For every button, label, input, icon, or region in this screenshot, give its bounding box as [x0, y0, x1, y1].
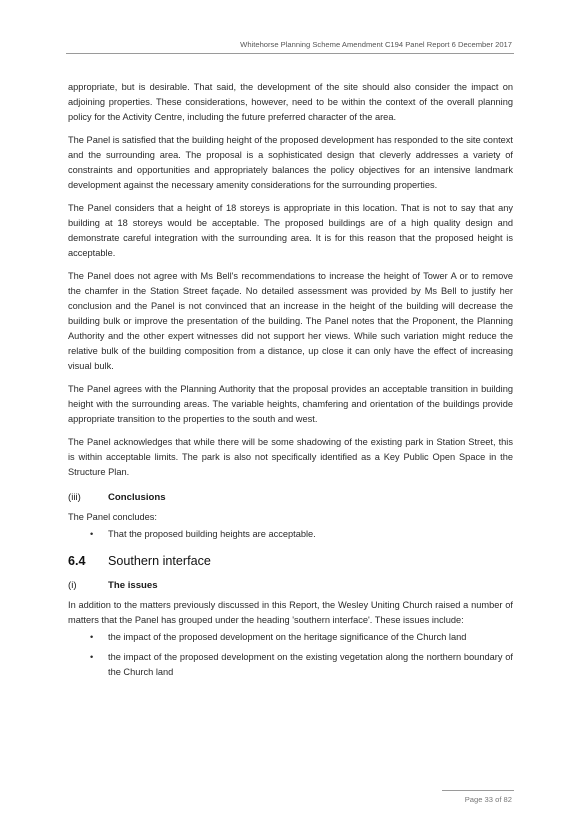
section-heading — [68, 552, 513, 570]
list-item — [68, 650, 513, 680]
header-rule — [66, 53, 514, 54]
body-paragraph: The Panel is satisfied that the building height of the proposed development has responded to the site context and the surrounding area. The proposal is a sophisticated design that cleverly addresses a variety of constraints and opportunities and appropriately balances the policy objectives for an intensive landmark development against the necessary amenity considerations for the surrounding properties. — [68, 135, 513, 190]
issues-heading — [68, 578, 513, 593]
page-content — [68, 80, 513, 685]
list-item-text: the impact of the proposed development on the heritage significance of the Church land — [108, 632, 467, 642]
list-item-text: That the proposed building heights are acceptable. — [108, 529, 316, 539]
heading-title: Conclusions — [108, 492, 166, 503]
issues-intro: In addition to the matters previously discussed in this Report, the Wesley Uniting Church raised a number of matters that the Panel has grouped under the heading 'southern interface'. These issues include: — [68, 600, 513, 625]
section-number: 6.4 — [68, 554, 86, 568]
list-item — [68, 630, 513, 645]
footer-rule — [442, 790, 514, 791]
conclusions-heading — [68, 490, 513, 505]
heading-number: (i) — [68, 580, 77, 591]
body-paragraph: The Panel does not agree with Ms Bell's recommendations to increase the height of Tower A or to remove the chamfer in the Station Street façade. No detailed assessment was provided by Ms Bell to justify her conclusion and the Panel is not convinced that an increase in the height of the building will decrease the building bulk or improve the presentation of the building. The Panel notes that the Proponent, the Planning Authority and the other expert witnesses did not support her views. While such variation might reduce the relative bulk of the building composition from a distance, up close it can only have the effect of increasing visual bulk. — [68, 271, 513, 371]
body-paragraph: appropriate, but is desirable. That said, the development of the site should also consider the impact on adjoining properties. These considerations, however, need to be within the context of the overall planning policy for the Activity Centre, including the future preferred character of the area. — [68, 82, 513, 122]
bullet-icon: • — [90, 632, 94, 642]
heading-number: (iii) — [68, 492, 81, 503]
body-paragraph: The Panel acknowledges that while there will be some shadowing of the existing park in Station Street, this is within acceptable limits. The park is also not specifically identified as a Key Public Open Space in the Structure Plan. — [68, 437, 513, 477]
list-item-text: the impact of the proposed development on the existing vegetation along the northern boundary of the Church land — [108, 652, 513, 677]
conclusions-intro: The Panel concludes: — [68, 512, 157, 522]
body-paragraph: The Panel considers that a height of 18 storeys is appropriate in this location. That is not to say that any building at 18 storeys would be acceptable. The proposed buildings are of a high quality design and demonstrate careful integration with the surrounding area. It is for this reason that the proposed height is acceptable. — [68, 203, 513, 258]
running-header: Whitehorse Planning Scheme Amendment C194 Panel Report 6 December 2017 — [240, 40, 512, 49]
page-number: Page 33 of 82 — [464, 795, 512, 804]
bullet-icon: • — [90, 652, 94, 662]
body-paragraph: The Panel agrees with the Planning Authority that the proposal provides an acceptable transition in building height with the surrounding areas. The variable heights, chamfering and orientation of the buildings provide appropriate transition to the properties to the south and west. — [68, 384, 513, 424]
list-item — [68, 527, 513, 542]
issues-list — [68, 630, 513, 680]
bullet-icon: • — [90, 529, 94, 539]
heading-title: The issues — [108, 580, 158, 591]
section-title: Southern interface — [108, 554, 211, 568]
conclusions-list — [68, 527, 513, 542]
